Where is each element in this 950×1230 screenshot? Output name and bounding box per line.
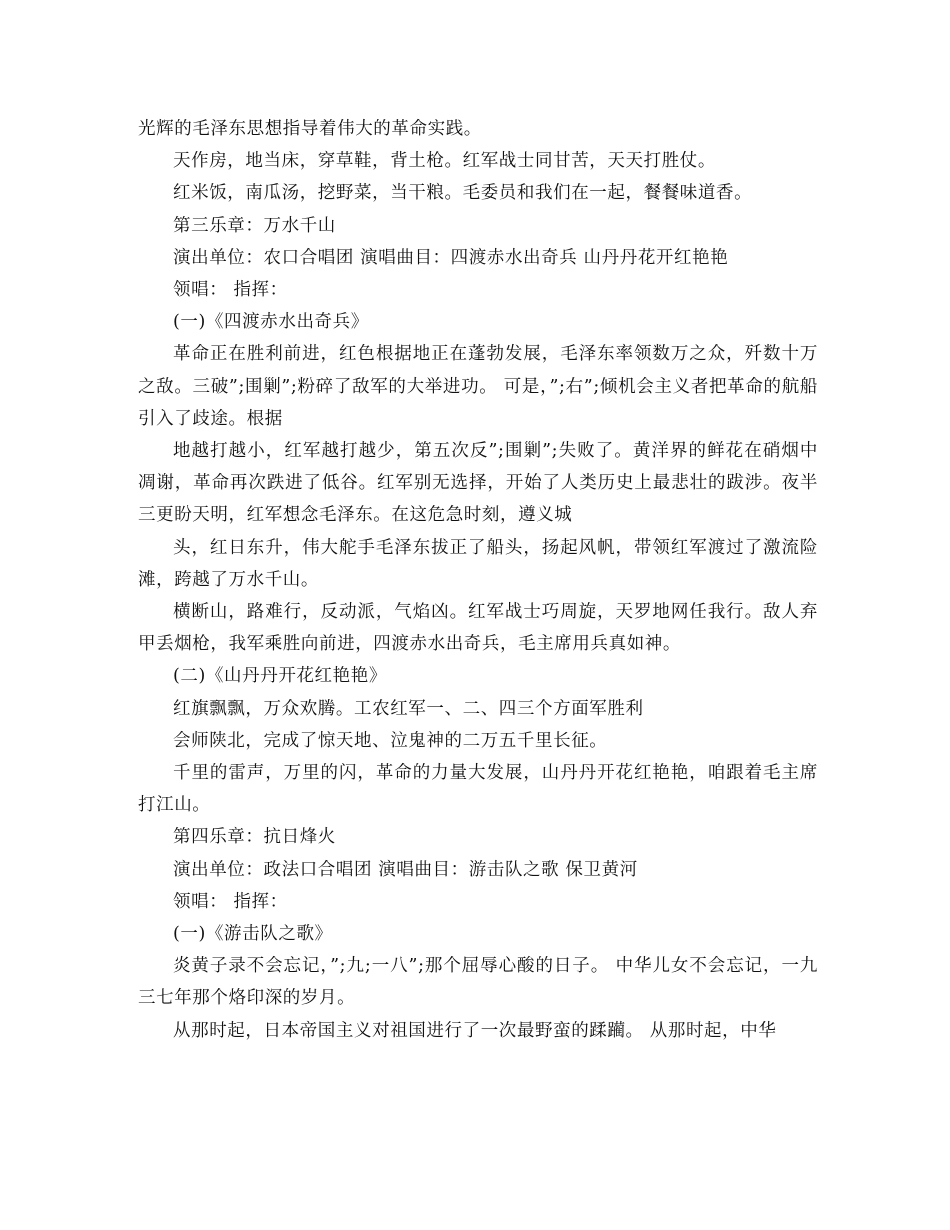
paragraph: 从那时起，日本帝国主义对祖国进行了一次最野蛮的蹂躏。 从那时起，中华 — [173, 1020, 777, 1041]
section-heading: 第四乐章：抗日烽火 — [173, 827, 336, 848]
song-title: (一)《四渡赤水出奇兵》 — [173, 312, 369, 333]
performance-info: 演出单位：政法口合唱团 演唱曲目：游击队之歌 保卫黄河 — [173, 859, 638, 880]
paragraph: 红米饭，南瓜汤，挖野菜，当干粮。毛委员和我们在一起，餐餐味道香。 — [173, 183, 753, 204]
section-heading: 第三乐章：万水千山 — [173, 215, 336, 236]
lead-conductor-line: 领唱： 指挥： — [173, 891, 288, 912]
paragraph: 天作房，地当床，穿草鞋，背土枪。红军战士同甘苦，天天打胜仗。 — [173, 151, 716, 172]
paragraph: 头，红日东升，伟大舵手毛泽东拔正了船头，扬起风帆，带领红军渡过了激流险滩，跨越了万水千山。 — [138, 537, 818, 590]
song-title: (一)《游击队之歌》 — [173, 924, 333, 945]
paragraph: 炎黄子录不会忘记，”;九;一八”;那个屈辱心酸的日子。 中华儿女不会忘记，一九三七年那个烙印深的岁月。 — [138, 956, 818, 1009]
paragraph: 横断山，路难行，反动派，气焰凶。红军战士巧周旋，天罗地网任我行。敌人弃甲丢烟枪，我军乘胜向前进，四渡赤水出奇兵，毛主席用兵真如神。 — [138, 602, 818, 655]
performance-info: 演出单位：农口合唱团 演唱曲目：四渡赤水出奇兵 山丹丹花开红艳艳 — [173, 247, 729, 268]
paragraph: 光辉的毛泽东思想指导着伟大的革命实践。 — [138, 119, 482, 139]
paragraph: 地越打越小，红军越打越少，第五次反”;围剿”;失败了。黄洋界的鲜花在硝烟中凋谢，革命再次跌进了低谷。红军别无选择，开始了人类历史上最悲壮的跋涉。夜半三更盼天明，红军想念毛泽东。在这危急时刻，遵义城 — [138, 441, 818, 526]
paragraph: 革命正在胜利前进，红色根据地正在蓬勃发展，毛泽东率领数万之众，歼数十万之敌。三破”;围剿”;粉碎了敌军的大举进功。 可是，”;右”;倾机会主义者把革命的航船引入了歧途。根据 — [138, 344, 818, 429]
paragraph: 千里的雷声，万里的闪，革命的力量大发展，山丹丹开花红艳艳，咱跟着毛主席打江山。 — [138, 763, 818, 816]
paragraph: 红旗飘飘，万众欢腾。工农红军一、二、四三个方面军胜利 — [173, 698, 644, 719]
lead-conductor-line: 领唱： 指挥： — [173, 280, 288, 301]
document-body — [138, 113, 818, 1047]
song-title: (二)《山丹丹开花红艳艳》 — [173, 666, 387, 687]
paragraph: 会师陕北，完成了惊天地、泣鬼神的二万五千里长征。 — [173, 730, 608, 751]
